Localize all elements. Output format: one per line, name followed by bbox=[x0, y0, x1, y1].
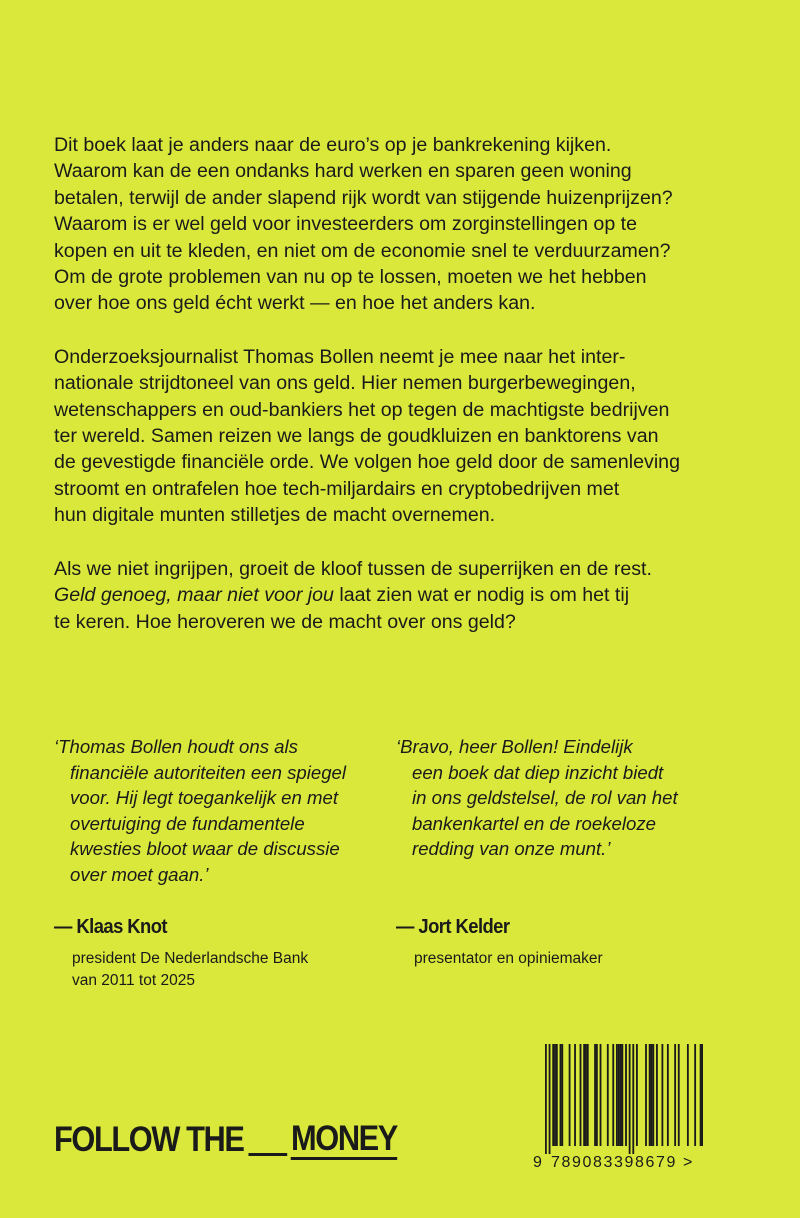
quote-line: over moet gaan.’ bbox=[70, 863, 209, 885]
barcode-bar bbox=[594, 1044, 596, 1146]
barcode-bar bbox=[702, 1044, 703, 1146]
text-fragment: laat zien wat er nodig is om het tij bbox=[333, 584, 630, 607]
quote-line: bankenkartel en de roekeloze bbox=[412, 812, 656, 834]
role-line: presentator en opiniemaker bbox=[414, 950, 603, 967]
logo-text-right: MONEY bbox=[291, 1119, 397, 1158]
quote-text bbox=[54, 734, 384, 888]
back-cover-blurb bbox=[54, 132, 754, 662]
quote-text bbox=[396, 734, 726, 862]
barcode-bar bbox=[700, 1044, 702, 1146]
endorsement-knot bbox=[54, 734, 384, 989]
barcode-bar bbox=[587, 1044, 589, 1146]
quote-author: — Jort Kelder bbox=[396, 916, 510, 938]
text-line: stroomt en ontrafelen hoe tech-miljardairs en cryptobedrijven met bbox=[54, 477, 620, 500]
barcode-bar bbox=[561, 1044, 563, 1146]
blurb-paragraph-1 bbox=[54, 132, 754, 317]
author-role bbox=[414, 948, 603, 970]
quote-line: een boek dat diep inzicht biedt bbox=[412, 761, 664, 783]
isbn-lead-digit: 9 bbox=[533, 1154, 544, 1171]
barcode-bar bbox=[620, 1044, 622, 1146]
text-line: nationale strijdtoneel van ons geld. Hier nemen burgerbewegingen, bbox=[54, 372, 636, 395]
barcode-bar bbox=[649, 1044, 651, 1146]
text-line: Dit boek laat je anders naar de euro’s op je bankrekening kijken. bbox=[54, 134, 612, 156]
barcode-bar bbox=[552, 1044, 554, 1146]
barcode-bar bbox=[560, 1044, 562, 1146]
isbn-arrow: > bbox=[682, 1154, 694, 1171]
text-line: Waarom kan de een ondanks hard werken en sparen geen woning bbox=[54, 160, 632, 183]
publisher-logo bbox=[54, 1120, 397, 1160]
barcode-bar bbox=[636, 1044, 638, 1146]
text-line: hun digitale munten stilletjes de macht overnemen. bbox=[54, 504, 496, 527]
isbn-number bbox=[533, 1154, 723, 1172]
barcode-bars bbox=[533, 1044, 703, 1156]
barcode-bar bbox=[545, 1044, 547, 1154]
quote-line: redding van onze munt.’ bbox=[412, 838, 611, 860]
barcode-bar bbox=[652, 1044, 654, 1146]
quote-line: ‘Thomas Bollen houdt ons als bbox=[54, 736, 298, 757]
barcode-bar bbox=[651, 1044, 653, 1146]
barcode-bar bbox=[629, 1044, 631, 1154]
blurb-paragraph-3 bbox=[54, 556, 754, 635]
book-title: Geld genoeg, maar niet voor jou bbox=[54, 584, 334, 607]
barcode-bar bbox=[583, 1044, 585, 1146]
quote-line: voor. Hij legt toegankelijk en met bbox=[70, 787, 339, 809]
barcode-bar bbox=[549, 1044, 551, 1154]
barcode-bar bbox=[656, 1044, 658, 1146]
barcode-bar bbox=[585, 1044, 587, 1146]
barcode-bar bbox=[618, 1044, 620, 1146]
barcode-bar bbox=[621, 1044, 623, 1146]
text-line: Om de grote problemen van nu op te lossen, moeten we het hebben bbox=[54, 266, 647, 289]
barcode-bar bbox=[667, 1044, 669, 1146]
quote-line: kwesties bloot waar de discussie bbox=[70, 838, 340, 860]
barcode-bar bbox=[687, 1044, 689, 1146]
text-line: Als we niet ingrijpen, groeit de kloof tussen de superrijken en de rest. bbox=[54, 557, 652, 580]
endorsement-kelder bbox=[396, 734, 726, 967]
quote-line: ‘Bravo, heer Bollen! Eindelijk bbox=[396, 736, 633, 757]
text-line: Waarom is er wel geld voor investeerders om zorginstellingen op te bbox=[54, 213, 637, 236]
quote-line: in ons geldstelsel, de rol van het bbox=[412, 787, 678, 809]
text-line bbox=[54, 582, 754, 608]
blurb-paragraph-2 bbox=[54, 344, 754, 529]
barcode-bar bbox=[616, 1044, 618, 1146]
barcode-bar bbox=[574, 1044, 576, 1146]
logo-underline-gap bbox=[249, 1153, 288, 1156]
role-line: van 2011 tot 2025 bbox=[72, 972, 195, 989]
logo-text-left: FOLLOW THE bbox=[54, 1120, 244, 1159]
quote-author: — Klaas Knot bbox=[54, 916, 168, 938]
isbn-digits: 789083398679 bbox=[551, 1154, 677, 1171]
barcode-bar bbox=[625, 1044, 627, 1146]
text-line: Onderzoeksjournalist Thomas Bollen neemt je mee naar het inter- bbox=[54, 345, 626, 368]
text-line: ter wereld. Samen reizen we langs de goudkluizen en banktorens van bbox=[54, 425, 659, 448]
quote-line: overtuiging de fundamentele bbox=[70, 812, 305, 834]
barcode-bar bbox=[600, 1044, 602, 1146]
barcode-bar bbox=[694, 1044, 696, 1146]
barcode-bar bbox=[607, 1044, 609, 1146]
isbn-barcode bbox=[533, 1044, 723, 1174]
barcode-bar bbox=[569, 1044, 571, 1146]
quote-line: financiële autoriteiten een spiegel bbox=[70, 761, 347, 783]
barcode-bar bbox=[556, 1044, 558, 1146]
text-line: wetenschappers en oud-bankiers het op tegen de machtigste bedrijven bbox=[54, 398, 670, 421]
role-line: president De Nederlandsche Bank bbox=[72, 950, 309, 967]
author-role bbox=[72, 948, 308, 992]
text-line: te keren. Hoe heroveren we de macht over ons geld? bbox=[54, 610, 516, 633]
text-line: kopen en uit te kleden, en niet om de economie snel te verduurzamen? bbox=[54, 239, 671, 262]
barcode-bar bbox=[612, 1044, 614, 1146]
barcode-bar bbox=[645, 1044, 647, 1146]
barcode-bar bbox=[661, 1044, 663, 1146]
barcode-bar bbox=[632, 1044, 634, 1154]
text-line: de gevestigde financiële orde. We volgen hoe geld door de samenleving bbox=[54, 451, 680, 474]
barcode-bar bbox=[580, 1044, 582, 1146]
barcode-bar bbox=[674, 1044, 676, 1146]
text-line: over hoe ons geld écht werkt — en hoe het anders kan. bbox=[54, 292, 536, 315]
barcode-bar bbox=[554, 1044, 556, 1146]
barcode-bar bbox=[596, 1044, 598, 1146]
barcode-bar bbox=[678, 1044, 680, 1146]
text-line: betalen, terwijl de ander slapend rijk wordt van stijgende huizenprijzen? bbox=[54, 186, 673, 209]
